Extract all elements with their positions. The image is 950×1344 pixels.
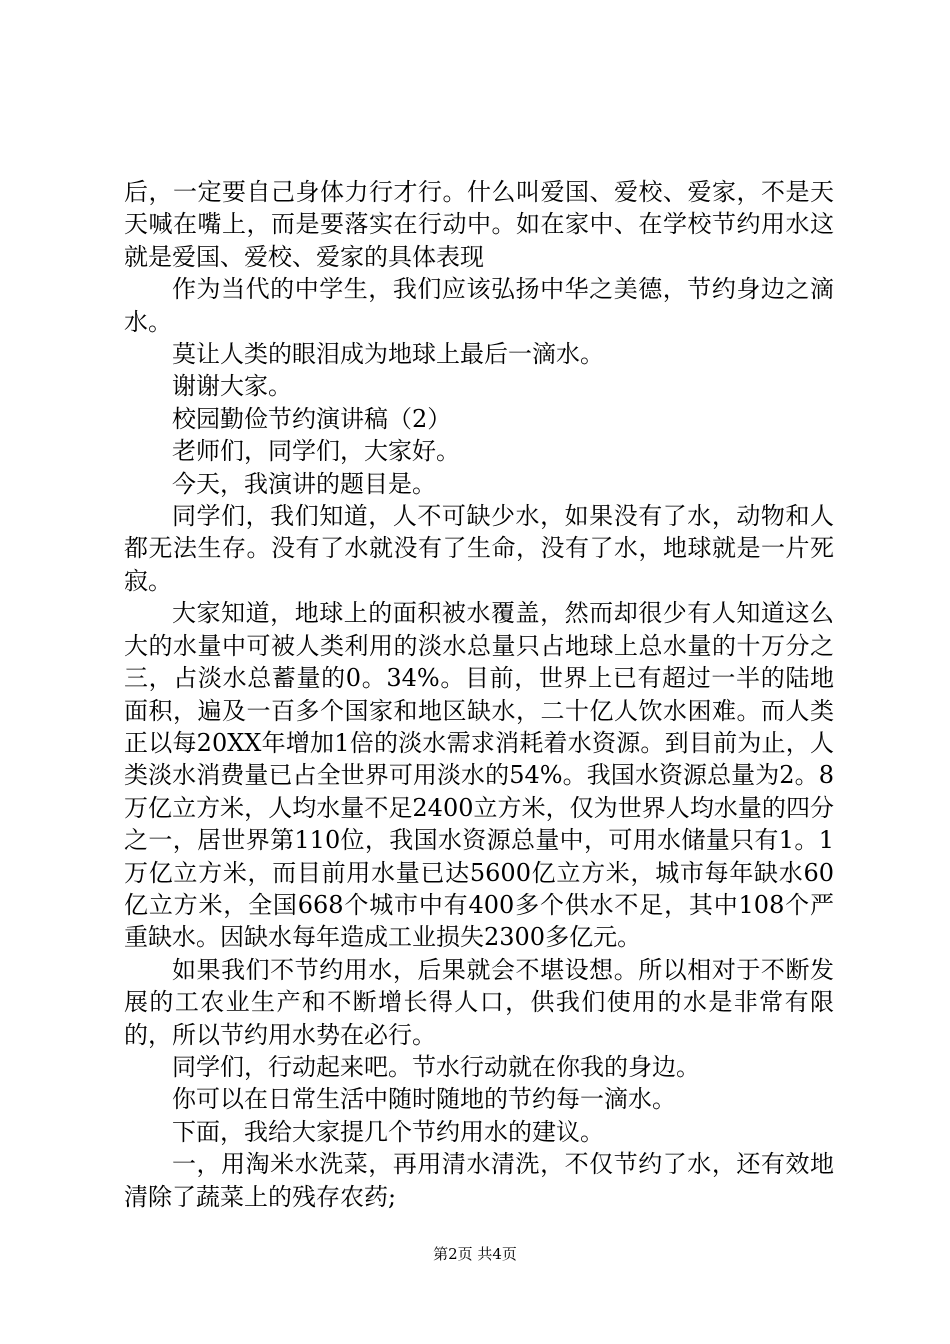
paragraph: 如果我们不节约用水，后果就会不堪设想。所以相对于不断发展的工农业生产和不断增长得人口，供我们使用的水是非常有限的，所以节约用水势在必行。 xyxy=(124,955,834,1049)
paragraph: 谢谢大家。 xyxy=(172,372,292,401)
paragraph: 老师们，同学们，大家好。 xyxy=(172,437,460,466)
paragraph: 今天，我演讲的题目是。 xyxy=(172,469,436,498)
paragraph: 大家知道，地球上的面积被水覆盖，然而却很少有人知道这么大的水量中可被人类利用的淡水总量只占地球上总水量的十万分之三，占淡水总蓄量的0。34%。目前，世界上已有超过一半的陆地面积，遍及一百多个国家和地区缺水，二十亿人饮水困难。而人类正以每20XX年增加1倍的淡水需求消耗着水资源。到目前为止，人类淡水消费量已占全世界可用淡水的54%。我国水资源总量为2。8万亿立方米，人均水量不足2400立方米，仅为世界人均水量的四分之一，居世界第110位，我国水资源总量中，可用水储量只有1。1万亿立方米，而目前用水量已达5600亿立方米，城市每年缺水60亿立方米，全国668个城市中有400多个供水不足，其中108个严重缺水。因缺水每年造成工业损失2300多亿元。 xyxy=(124,599,834,952)
paragraph: 作为当代的中学生，我们应该弘扬中华之美德，节约身边之滴水。 xyxy=(124,275,834,336)
paragraph: 同学们，行动起来吧。节水行动就在你我的身边。 xyxy=(172,1052,700,1081)
document-body xyxy=(124,176,834,1213)
paragraph: 校园勤俭节约演讲稿（2） xyxy=(172,404,452,433)
paragraph: 下面，我给大家提几个节约用水的建议。 xyxy=(172,1117,604,1146)
paragraph: 后，一定要自己身体力行才行。什么叫爱国、爱校、爱家，不是天天喊在嘴上，而是要落实在行动中。如在家中、在学校节约用水这就是爱国、爱校、爱家的具体表现 xyxy=(124,178,834,271)
paragraph: 莫让人类的眼泪成为地球上最后一滴水。 xyxy=(172,340,604,369)
page-footer: 第2页 共4页 xyxy=(433,1245,517,1263)
paragraph: 同学们，我们知道，人不可缺少水，如果没有了水，动物和人都无法生存。没有了水就没有了生命，没有了水，地球就是一片死寂。 xyxy=(124,502,834,595)
paragraph: 一，用淘米水洗菜，再用清水清洗，不仅节约了水，还有效地清除了蔬菜上的残存农药; xyxy=(124,1150,834,1211)
paragraph: 你可以在日常生活中随时随地的节约每一滴水。 xyxy=(172,1085,676,1114)
